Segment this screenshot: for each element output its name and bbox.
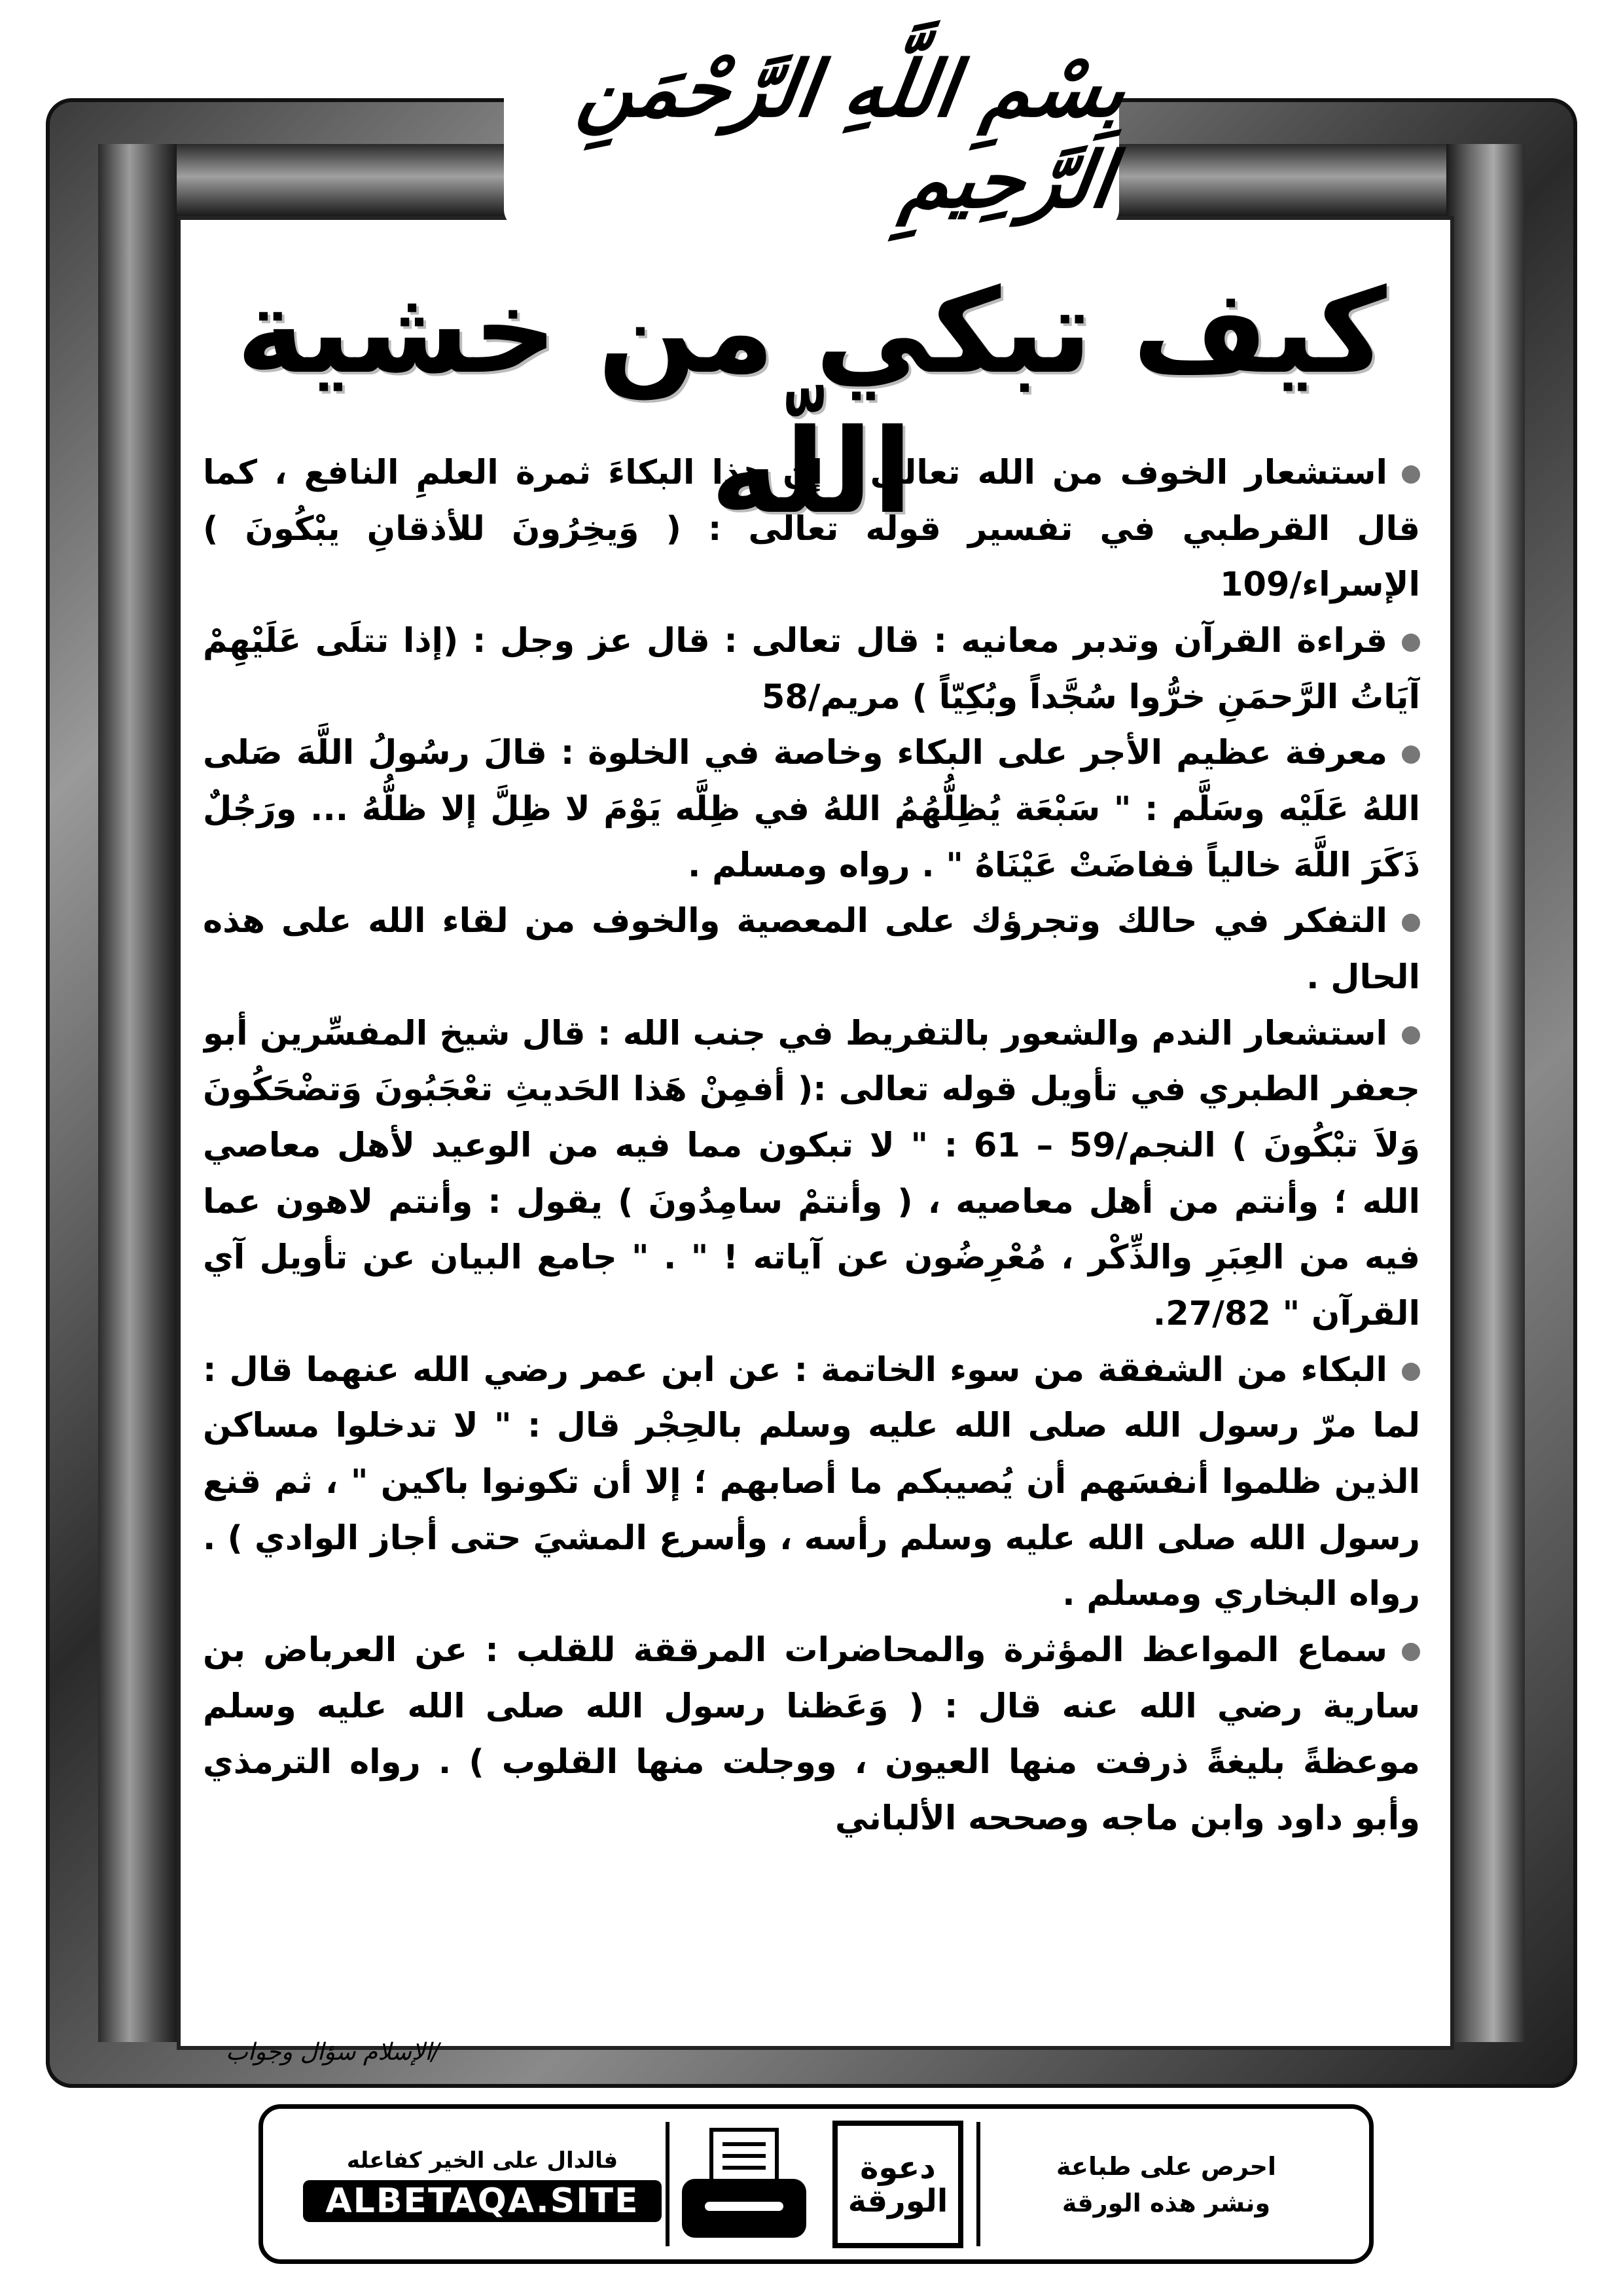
bullet-icon	[1402, 914, 1420, 932]
source-credit: /الإسلام سؤال وجواب	[226, 2039, 440, 2066]
bullet-icon	[1402, 745, 1420, 764]
logo-text: دعوة	[860, 2149, 936, 2187]
paragraph	[203, 1006, 1420, 1342]
website-link[interactable]: ALBETAQA.SITE	[303, 2180, 661, 2222]
paragraph-text: البكاء من الشفقة من سوء الخاتمة : عن ابن عمر رضي الله عنهما قال : لما مرّ رسول الله صلى الله عليه وسلم بالحِجْر قال : " لا تدخلوا مساكن الذين ظلموا أنفسَهم أن يُصيبكم ما أصابهم ؛ إلا أن تكونوا باكين " ، ثم قنع رسول الله صلى الله عليه وسلم رأسه ، وأسرع المشيَ حتى أجاز الوادي ) . رواه البخاري ومسلم .	[203, 1350, 1420, 1614]
paragraph	[203, 445, 1420, 613]
paragraph-text: سماع المواعظ المؤثرة والمحاضرات المرققة للقلب : عن العرباض بن سارية رضي الله عنه قال : ( وَعَظنا رسول الله صلى الله عليه وسلم موعظةً بليغةً ذرفت منها العيون ، ووجلت منها القلوب ) . رواه الترمذي وأبو داود وابن ماجه وصححه الألباني	[203, 1631, 1420, 1839]
footer-divider	[666, 2122, 669, 2246]
paragraph	[203, 893, 1420, 1005]
bullet-icon	[1402, 1363, 1420, 1381]
page-title: كيف تبكي من خشية اللّه	[236, 264, 1387, 539]
paragraph-text: استشعار الخوف من الله تعالى : إن هذا البكاءَ ثمرة العلمِ النافع ، كما قال القرطبي في تفسير قوله تعالى : ( وَيخِرُونَ للأذقانِ يبْكُونَ ) الإسراء/109	[203, 454, 1420, 605]
basmala: بِسْمِ اللَّهِ الرَّحْمَنِ الرَّحِيمِ	[573, 43, 1132, 225]
paragraph-text: قراءة القرآن وتدبر معانيه : قال تعالى : قال عز وجل : (إذا تتلَى عَلَيْهِمْ آيَاتُ الرَّحمَنِ خرُّوا سُجَّداً وبُكِيّاً ) مريم/58	[203, 622, 1420, 717]
paragraph	[203, 613, 1420, 725]
paragraph-text: التفكر في حالك وتجرؤك على المعصية والخوف من لقاء الله على هذه الحال .	[203, 902, 1420, 997]
paragraph	[203, 1342, 1420, 1623]
bullet-icon	[1402, 634, 1420, 652]
basmala-box	[504, 39, 1132, 229]
bullet-icon	[1402, 465, 1420, 484]
footer-divider	[976, 2122, 980, 2246]
paragraph	[203, 1623, 1420, 1847]
paragraph-text: استشعار الندم والشعور بالتفريط في جنب الله : قال شيخ المفسِّرين أبو جعفر الطبري في تأويل قوله تعالى :( أفمِنْ هَذا الحَديثِ تعْجَبُونَ وَتضْحَكُونَ وَلاَ تبْكُونَ ) النجم/59 – 61 : " لا تبكون مما فيه من الوعيد لأهل معاصي الله ؛ وأنتم من أهل معاصيه ، ( وأنتمْ سامِدُونَ ) يقول : وأنتم لاهون عما فيه من العِبَرِ والذِّكْر ، مُعْرِضُون عن آياته ! " . " جامع البيان عن تأويل آي القرآن " 27/82.	[203, 1014, 1420, 1334]
bullet-icon	[1402, 1026, 1420, 1045]
logo-icon	[832, 2121, 963, 2248]
logo-text: الورقة	[847, 2182, 948, 2219]
footer-slogan: فالدال على الخير كفاعله	[346, 2147, 618, 2174]
frame-bevel-right	[1446, 144, 1525, 2042]
footer-note-line: احرص على طباعة	[1056, 2152, 1277, 2181]
paragraph-text: معرفة عظيم الأجر على البكاء وخاصة في الخلوة : قالَ رسُولُ اللَّهَ صَلى اللهُ عَلَيْه وسَلَّم : " سَبْعَة يُظِلُّهُمُ اللهُ في ظِلَّه يَوْمَ لا ظِلَّ إلا ظلُّهُ ... ورَجُلٌ ذَكَرَ اللَّهَ خالياً ففاضَتْ عَيْنَاهُ " . رواه ومسلم .	[203, 734, 1420, 885]
footer-box	[259, 2104, 1374, 2264]
bullet-icon	[1402, 1643, 1420, 1661]
frame-bevel-left	[98, 144, 177, 2042]
footer-website-block	[299, 2127, 666, 2242]
article-body	[203, 445, 1420, 2029]
paragraph	[203, 725, 1420, 893]
printer-icon	[675, 2123, 813, 2248]
footer-note-block	[996, 2131, 1336, 2239]
footer-note-line: ونشر هذه الورقة	[1061, 2188, 1271, 2217]
